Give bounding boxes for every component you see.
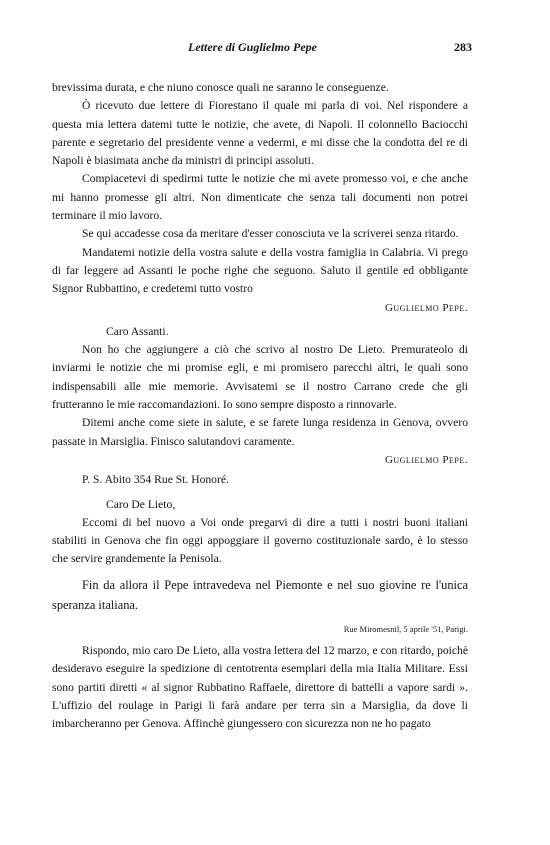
postscript: P. S. Abito 354 Rue St. Honoré. (82, 473, 229, 487)
paragraph-reply: Rispondo, mio caro De Lieto, alla vostra lettera del 12 marzo, e con ritardo, poichè desideravo eseguire la spedizione di centotrenta esemplari della mia Italia Militare. Essi sono partiti diretti « al signor Rubbatino Raffaele, direttore di battelli a vapore sardi ». L'uffizio del roulage in Parigi li farà andare per terra sin a Marsiglia, da dove li imbarcheranno per Genova. Affinchè giungessero con sicurezza non ne ho pagato (52, 644, 468, 731)
letter-dateline: Rue Miromesnil, 5 aprile '51, Parigi. (343, 623, 468, 634)
signature: Guglielmo Pepe. (384, 301, 468, 314)
salutation-assanti: Caro Assanti. (106, 324, 169, 338)
paragraph-health: Ditemi anche come siete in salute, e se farete lunga residenza in Genova, ovvero passate in Marsiglia. Finisco salutandovi caramente. (52, 416, 468, 448)
running-title: Lettere di Guglielmo Pepe (188, 40, 317, 54)
page-header (0, 40, 550, 60)
paragraph-genova: Eccomi di bel nuovo a Voi onde pregarvi di dire a tutti i nostri buoni italiani stabiliti in Genova che fin oggi appoggiare il governo costituzionale sardo, è lo stesso che servire grandemente la Penisola. (52, 515, 468, 566)
page-number: 283 (454, 40, 472, 54)
salutation-de-lieto: Caro De Lieto, (106, 497, 176, 511)
paragraph-continuation: brevissima durata, e che niuno conosce quali ne saranno le conseguenze. (52, 81, 389, 94)
paragraph-send-news: Compiacetevi di spedirmi tutte le notizie che mi avete promesso voi, e che anche mi hanno promesse gli altri. Non dimenticate che senza tali documenti non potrei terminare il mio lavoro. (52, 172, 468, 223)
paragraph-assanti-letter: Non ho che aggiungere a ciò che scrivo al nostro De Lieto. Premurateolo di inviarmi le notizie che mi promise egli, e mi promisero parecchi altri, le quali sono indispensabili alle mie memorie. Avvisatemi se il nostro Carrano crede che gli frutteranno le mie raccomandazioni. Io sono sempre disposto a rinnovarle. (52, 343, 468, 412)
narrative-paragraph: Fin da allora il Pepe intravedeva nel Piemonte e nel suo giovine re l'unica speranza italiana. (52, 577, 468, 612)
paragraph-will-write: Se qui accadesse cosa da meritare d'esser conosciuta ve la scriverei senza ritardo. (82, 227, 459, 241)
paragraph-letters-received: Ò ricevuto due lettere di Fiorestano il quale mi parla di voi. Nel rispondere a questa mia lettera datemi tutte le notizie, che avete, di Napoli. Il colonnello Baciocchi parente e segretario del presidente venne a vedermi, e mi disse che la condotta del re di Napoli è biasimata anche da ministri di principi assoluti. (52, 99, 468, 168)
paragraph-family-greetings: Mandatemi notizie della vostra salute e della vostra famiglia in Calabria. Vi prego di far leggere ad Assanti le poche righe che seguono. Saluto il gentile ed obbligante Signor Rubbattino, e credetemi tutto vostro (52, 245, 468, 296)
signature: Guglielmo Pepe. (384, 453, 468, 466)
page-body (52, 79, 468, 734)
